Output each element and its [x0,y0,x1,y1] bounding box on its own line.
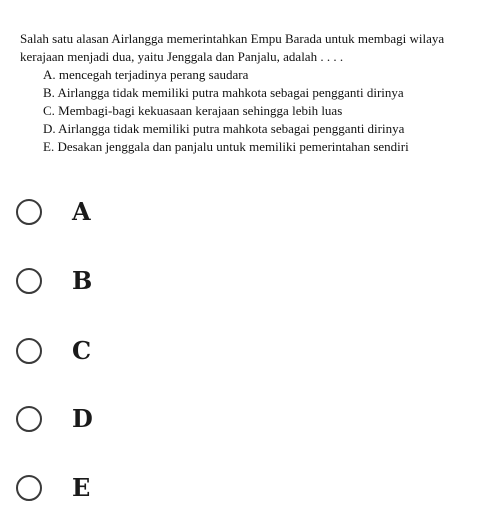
answer-option-label: D [72,404,93,433]
answer-option-b[interactable] [16,263,216,299]
answer-option-d[interactable] [16,401,216,437]
radio-button-icon[interactable] [16,268,42,294]
choice-text-a: A. mencegah terjadinya perang saudara [43,67,249,82]
answer-option-label: E [72,473,91,502]
answer-option-label: A [72,197,91,226]
choice-text-c: C. Membagi-bagi kekuasaan kerajaan sehingga lebih luas [43,103,343,118]
radio-button-icon[interactable] [16,406,42,432]
answer-option-a[interactable] [16,194,216,230]
choice-text-b: B. Airlangga tidak memiliki putra mahkota sebagai pengganti dirinya [43,85,404,100]
question-stem-line: Salah satu alasan Airlangga memerintahkan Empu Barada untuk membagi wilaya [20,31,445,46]
radio-button-icon[interactable] [16,338,42,364]
answer-option-c[interactable] [16,333,216,369]
radio-button-icon[interactable] [16,475,42,501]
answer-option-label: B [72,266,93,295]
choice-text-d: D. Airlangga tidak memiliki putra mahkota sebagai pengganti dirinya [43,121,405,136]
radio-button-icon[interactable] [16,199,42,225]
question-stem-line: kerajaan menjadi dua, yaitu Jenggala dan Panjalu, adalah . . . . [20,49,344,64]
choice-text-e: E. Desakan jenggala dan panjalu untuk memiliki pemerintahan sendiri [43,139,409,154]
answer-option-e[interactable] [16,470,216,506]
answer-option-label: C [72,336,92,365]
